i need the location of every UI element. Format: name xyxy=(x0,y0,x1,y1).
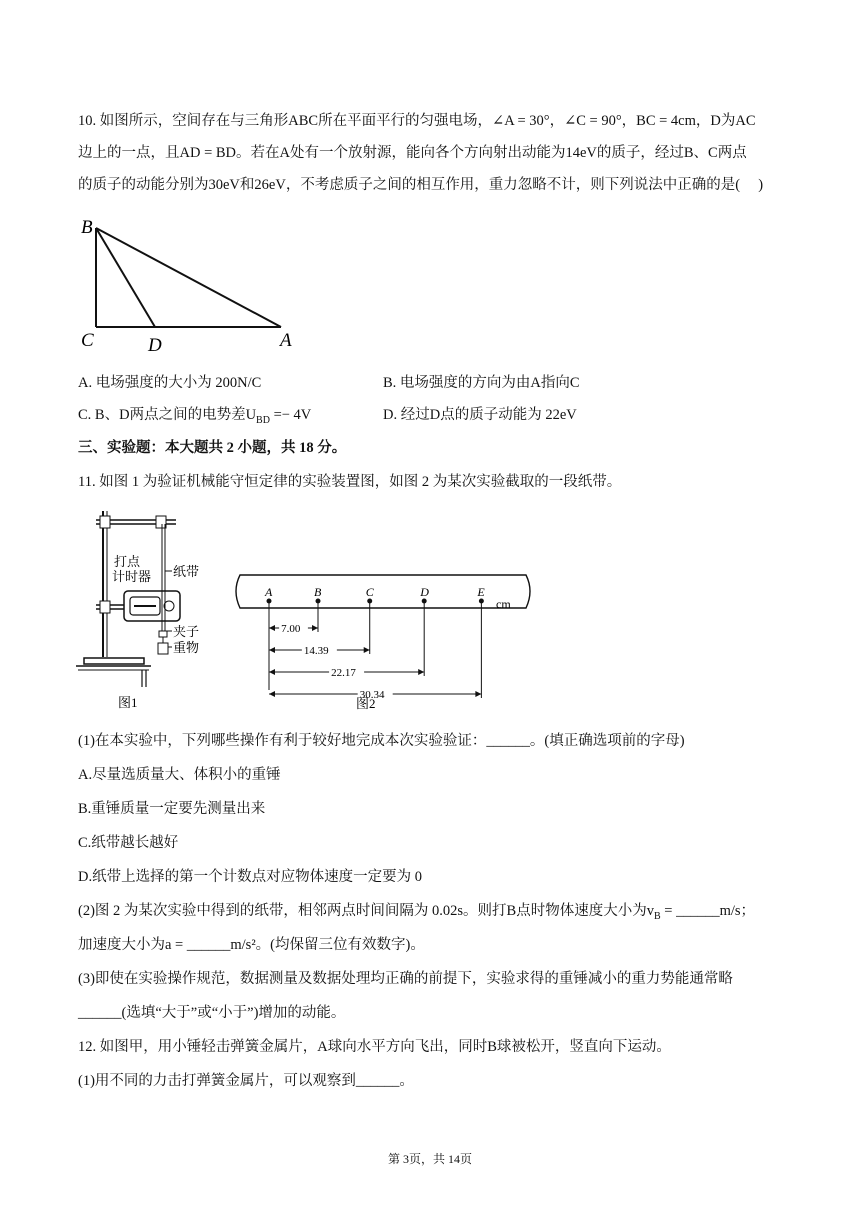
tape-distance-label: 30.34 xyxy=(359,689,385,701)
q10-option-a: A. 电场强度的大小为 200N/C xyxy=(78,375,262,391)
label-timer-1: 打点 xyxy=(114,554,141,569)
label-tape: 纸带 xyxy=(173,564,200,579)
apparatus-figure xyxy=(76,505,226,715)
label-weight: 重物 xyxy=(173,640,200,655)
label-d: D xyxy=(148,335,162,356)
fig2-caption: 图2 xyxy=(356,696,376,711)
q11-part3-line-2: ______(选填“大于”或“小于”)增加的动能。 xyxy=(78,1005,346,1021)
label-a: A xyxy=(280,330,292,351)
tape-unit: cm xyxy=(496,597,511,611)
triangle-figure xyxy=(75,212,305,357)
q12-part1: (1)用不同的力击打弹簧金属片，可以观察到______。 xyxy=(78,1073,414,1089)
section-heading: 三、实验题：本大题共 2 小题，共 18 分。 xyxy=(78,440,347,456)
q10-option-b: B. 电场强度的方向为由A指向C xyxy=(383,375,580,391)
q11-part1-a: A.尽量选质量大、体积小的重锤 xyxy=(78,767,281,783)
q10-option-c: C. B、D两点之间的电势差$U_{BD} =- 4V$ xyxy=(78,407,312,426)
q10-option-d: D. 经过D点的质子动能为 22eV xyxy=(383,407,577,423)
q11-part1-b: B.重锤质量一定要先测量出来 xyxy=(78,801,266,817)
tape-point-d: D xyxy=(420,585,429,599)
tape-arrowhead xyxy=(269,647,275,653)
label-c: C xyxy=(81,330,94,351)
fig1-caption: 图1 xyxy=(118,695,138,710)
q11-part1-c: C.纸带越长越好 xyxy=(78,835,179,851)
q10-line-1: 10. 如图所示，空间存在与三角形ABC所在平面平行的匀强电场，∠A = 30°，∠C = 90°，BC = 4cm，D为AC xyxy=(78,113,756,129)
tape-distance-label: 7.00 xyxy=(281,623,301,635)
q10-line-2: 边上的一点，且AD = BD。若在A处有一个放射源，能向各个方向射出动能为14eV的质子，经过B、C两点 xyxy=(78,145,747,161)
tape-point-c: C xyxy=(365,585,374,599)
q11-part2-line-1: (2)图 2 为某次实验中得到的纸带，相邻两点时间间隔为 0.02s。则打B点时物体速度大小为$v_B$ = ______m/s； xyxy=(78,903,756,922)
label-clip: 夹子 xyxy=(173,624,200,639)
tape-distance-label: 22.17 xyxy=(331,667,356,679)
tape-arrowhead xyxy=(269,669,275,675)
tape-point-a: A xyxy=(265,585,273,599)
page-footer: 第 3页，共 14页 xyxy=(387,1152,472,1166)
tape-arrowhead xyxy=(312,625,318,631)
q11-part3-line-1: (3)即使在实验操作规范，数据测量及数据处理均正确的前提下，实验求得的重锤减小的重力势能通常略 xyxy=(78,971,733,987)
tape-arrowhead xyxy=(364,647,370,653)
q12-intro: 12. 如图甲，用小锤轻击弹簧金属片，A球向水平方向飞出，同时B球被松开，竖直向下运动。 xyxy=(78,1039,671,1055)
tape-figure xyxy=(226,565,536,715)
tape-point-e: E xyxy=(477,585,485,599)
q11-part1: (1)在本实验中，下列哪些操作有利于较好地完成本次实验验证：______。(填正确选项前的字母) xyxy=(78,733,685,749)
tape-distance-label: 14.39 xyxy=(303,645,329,657)
tape-arrowhead xyxy=(475,691,481,697)
q11-part2-line-2: 加速度大小为a = ______m/s²。(均保留三位有效数字)。 xyxy=(78,937,425,953)
tape-point-b: B xyxy=(314,585,322,599)
tape-arrowhead xyxy=(269,691,275,697)
q11-part1-d: D.纸带上选择的第一个计数点对应物体速度一定要为 0 xyxy=(78,869,422,885)
tape-arrowhead xyxy=(418,669,424,675)
label-b: B xyxy=(81,217,93,238)
label-timer-2: 计时器 xyxy=(112,569,152,584)
tape-arrowhead xyxy=(269,625,275,631)
q11-intro: 11. 如图 1 为验证机械能守恒定律的实验装置图，如图 2 为某次实验截取的一段纸带。 xyxy=(78,474,622,490)
q10-line-3: 的质子的动能分别为30eV和26eV，不考虑质子之间的相互作用，重力忽略不计，则下列说法中正确的是( ) xyxy=(78,177,764,193)
